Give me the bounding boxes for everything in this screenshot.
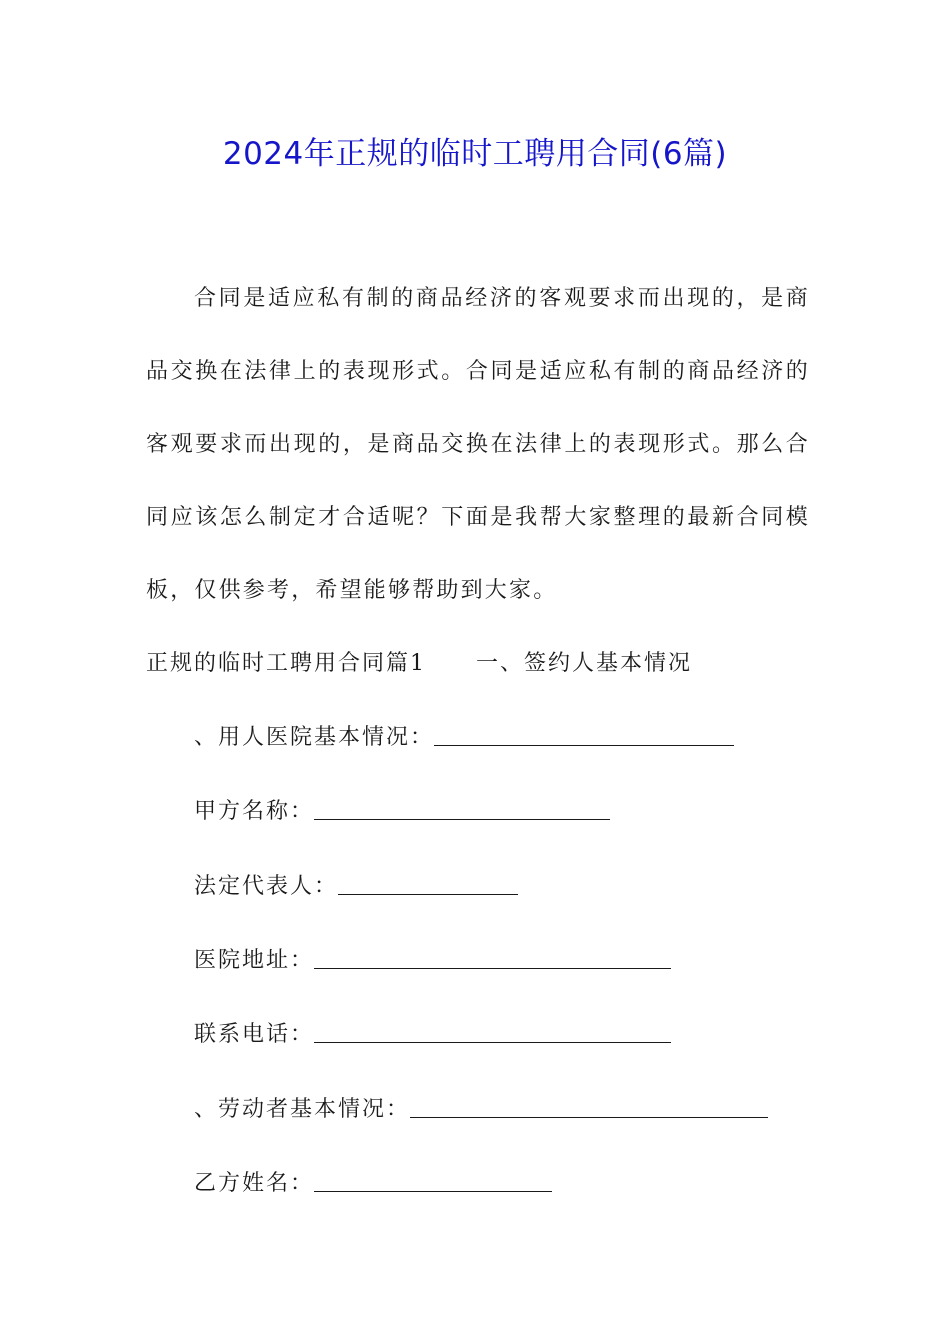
fill-in-blank	[410, 1095, 768, 1118]
section-heading-line	[146, 646, 692, 677]
intro-paragraph: 合同是适应私有制的商品经济的客观要求而出现的，是商品交换在法律上的表现形式。合同是适应私有制的商品经济的客观要求而出现的，是商品交换在法律上的表现形式。那么合同应该怎么制定才合适呢？下面是我帮大家整理的最新合同模板，仅供参考，希望能够帮助到大家。	[146, 286, 810, 603]
field-contact-phone	[194, 1017, 671, 1048]
section-subheading: 一、签约人基本情况	[476, 651, 693, 676]
fill-in-blank	[434, 723, 734, 746]
document-title: 2024年正规的临时工聘用合同(6篇)	[222, 136, 728, 172]
field-label: 医院地址：	[194, 948, 315, 973]
fill-in-blank	[314, 946, 671, 969]
fill-in-blank	[314, 1020, 671, 1043]
field-label: 甲方名称：	[194, 799, 315, 824]
fill-in-blank	[314, 797, 610, 820]
field-label: 联系电话：	[194, 1022, 315, 1047]
field-worker-info	[194, 1092, 768, 1123]
field-employer-info	[194, 720, 734, 751]
field-legal-representative	[194, 869, 518, 900]
field-label: 乙方姓名：	[194, 1171, 315, 1196]
field-label: 、用人医院基本情况：	[194, 725, 435, 750]
field-label: 、劳动者基本情况：	[194, 1097, 411, 1122]
section-heading: 正规的临时工聘用合同篇1	[146, 651, 426, 676]
fill-in-blank	[338, 872, 518, 895]
field-party-b-name	[194, 1166, 552, 1197]
field-label: 法定代表人：	[194, 874, 339, 899]
field-party-a-name	[194, 794, 610, 825]
field-hospital-address	[194, 943, 671, 974]
fill-in-blank	[314, 1169, 552, 1192]
